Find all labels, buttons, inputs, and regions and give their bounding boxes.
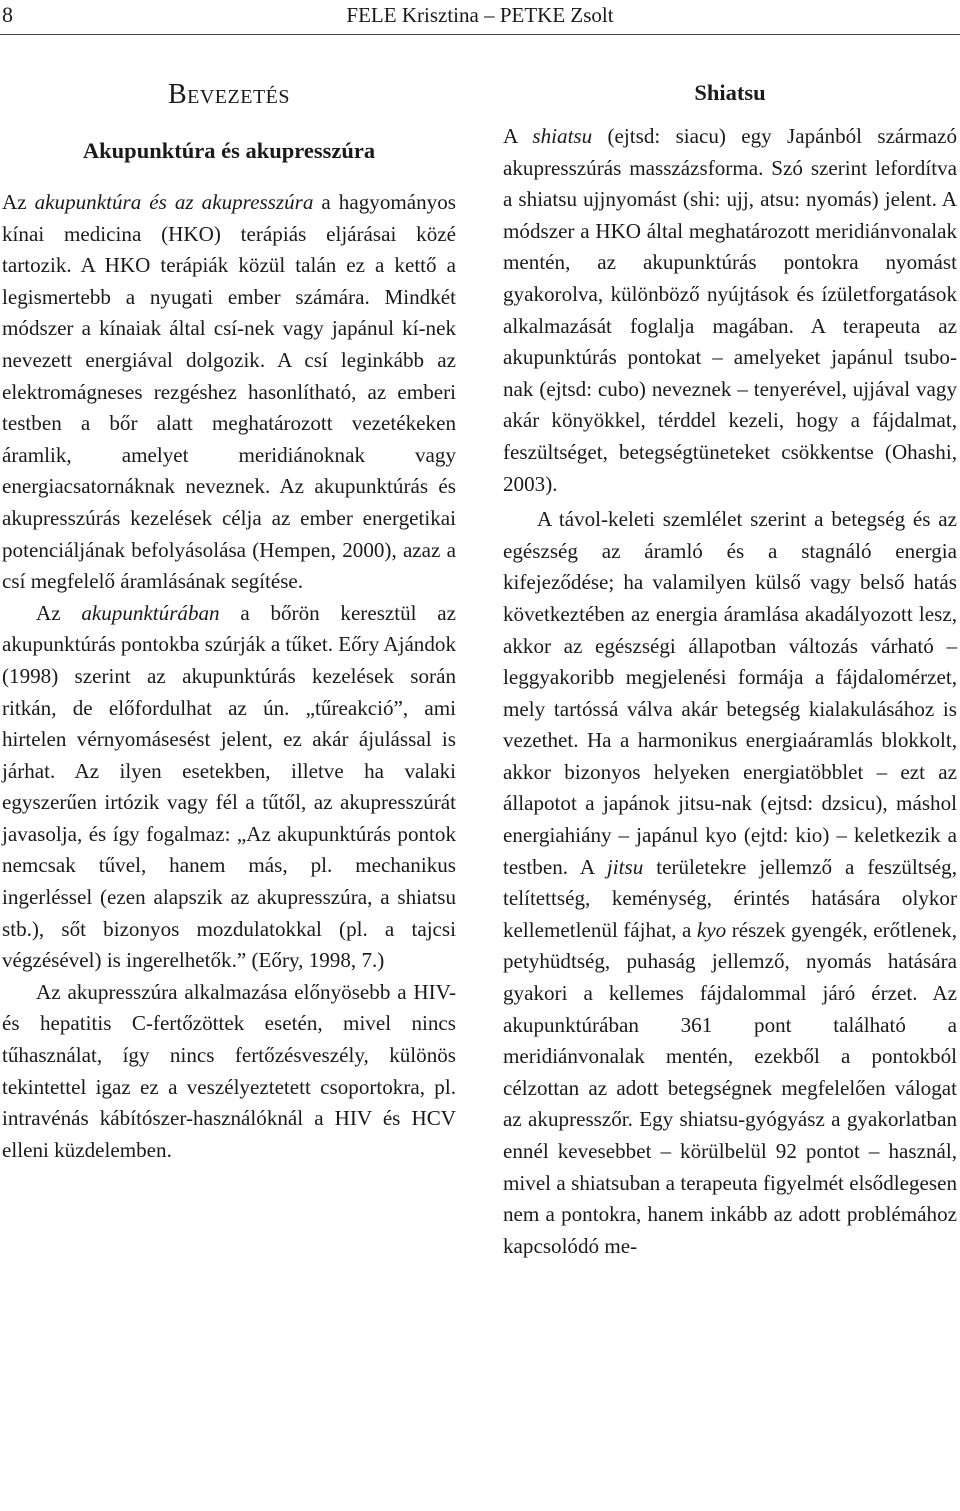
section-title: Bevezetés: [167, 79, 291, 110]
subsection-title: Shiatsu: [694, 80, 766, 105]
paragraph: A távol-keleti szemlélet szerint a betegség és az egészség az áramló és a stagnáló energia kifejeződése; ha valamilyen külső vagy belső hatás következtében az energia áramlása akadályozott lesz, akkor az egészségi állapotban változás várható – leggyakoribb megjelenési formája a fájdalomérzet, mely tartóssá válva akár betegség kialakulásához is vezethet. Ha a harmonikus energiaáramlás blokkolt, akkor bizonyos helyeken energiatöbblet – ezt az állapotot a japánok jitsu-nak (ejtsd: dzsicu), máshol energiahiány – japánul kyo (ejtd: kio) – keletkezik a testben. A jitsu területekre jellemző a feszültség, telítettség, keménység, érintés hatására olykor kellemetlenül fájhat, a kyo részek gyengék, erőtlenek, petyhüdtség, puhaság jellemző, nyomás hatására gyakori a kellemes fájdalommal járó érzet. Az akupunktúrában 361 pont található a meridiánvonalak mentén, ezekből a pontokból célzottan az adott betegségnek megfelelően válogat az akupresszőr. Egy shiatsu-gyógyász a gyakorlatban ennél kevesebbet – körülbelül 92 pontot – használ, mivel a shiatsuban a terapeuta figyelmét elsődlegesen nem a pontokra, hanem inkább az adott problémához kapcsolódó me-: [503, 507, 958, 1258]
paragraph: Az akupunktúrában a bőrön keresztül az akupunktúrás pontokba szúrják a tűket. Eőry Ajándok (1998) szerint az akupunktúrás kezelések során ritkán, de előfordulhat az ún. „tűreakció”, ami hirtelen vérnyomásesést jelent, ez akár ájulással is járhat. Az ilyen esetekben, illetve ha valaki egyszerűen irtózik vagy fél a tűtől, az akupresszúrát javasolja, és így fogalmaz: „Az akupunktúrás pontok nemcsak tűvel, hanem más, pl. mechanikus ingerléssel (ezen alapszik az akupresszúra, a shiatsu stb.), sőt bizonyos mozdulatokkal (pl. a tajcsi végzésével) is ingerelhetők.” (Eőry, 1998, 7.): [2, 600, 456, 973]
left-column: [2, 75, 456, 1166]
paragraph: Az akupresszúra alkalmazása előnyösebb a HIV- és hepatitis C-fertőzöttek esetén, mivel nincs tűhasználat, így nincs fertőzésveszély, különös tekintettel igaz ez a veszélyeztetett csoportokra, pl. intravénás kábítószer-használóknál a HIV és HCV elleni küzdelemben.: [2, 979, 456, 1162]
paragraph: Az akupunktúra és az akupresszúra a hagyományos kínai medicina (HKO) terápiás eljárásai közé tartozik. A HKO terápiák közül talán ez a kettő a legismertebb a nyugati ember számára. Mindkét módszer a kínaiak által csí-nek vagy japánul kí-nek nevezett energiával dolgozik. A csí leginkább az elektromágneses rezgéshez hasonlítható, az emberi testben a bőr alatt meghatározott vezetékeken áramlik, amelyet meridiánoknak vagy energiacsatornáknak neveznek. Az akupunktúrás és akupresszúrás kezelések célja az ember energetikai potenciáljának befolyásolása (Hempen, 2000), azaz a csí megfelelő áramlásának segítése.: [2, 190, 456, 594]
right-column: [503, 75, 957, 1262]
page-number: 8: [2, 2, 13, 27]
paragraph: A shiatsu (ejtsd: siacu) egy Japánból származó akupresszúrás masszázsforma. Szó szerint lefordítva a shiatsu ujjnyomást (shi: ujj, atsu: nyomás) jelent. A módszer a HKO által meghatározott meridiánvonalak mentén, az akupunktúrás pontokra nyomást gyakorolva, különböző nyújtások és ízületforgatások alkalmazását foglalja magában. A terapeuta az akupunktúrás pontokat – amelyeket japánul tsubo-nak (ejtsd: cubo) neveznek – tenyerével, ujjával vagy akár könyökkel, térddel kezeli, hogy a fájdalmat, feszültséget, betegségtüneteket csökkentse (Ohashi, 2003).: [503, 124, 957, 496]
running-head-authors: FELE Krisztina – PETKE Zsolt: [346, 3, 614, 27]
header-rule: [0, 34, 960, 35]
running-header: [0, 0, 960, 30]
subsection-title: Akupunktúra és akupresszúra: [82, 138, 376, 163]
